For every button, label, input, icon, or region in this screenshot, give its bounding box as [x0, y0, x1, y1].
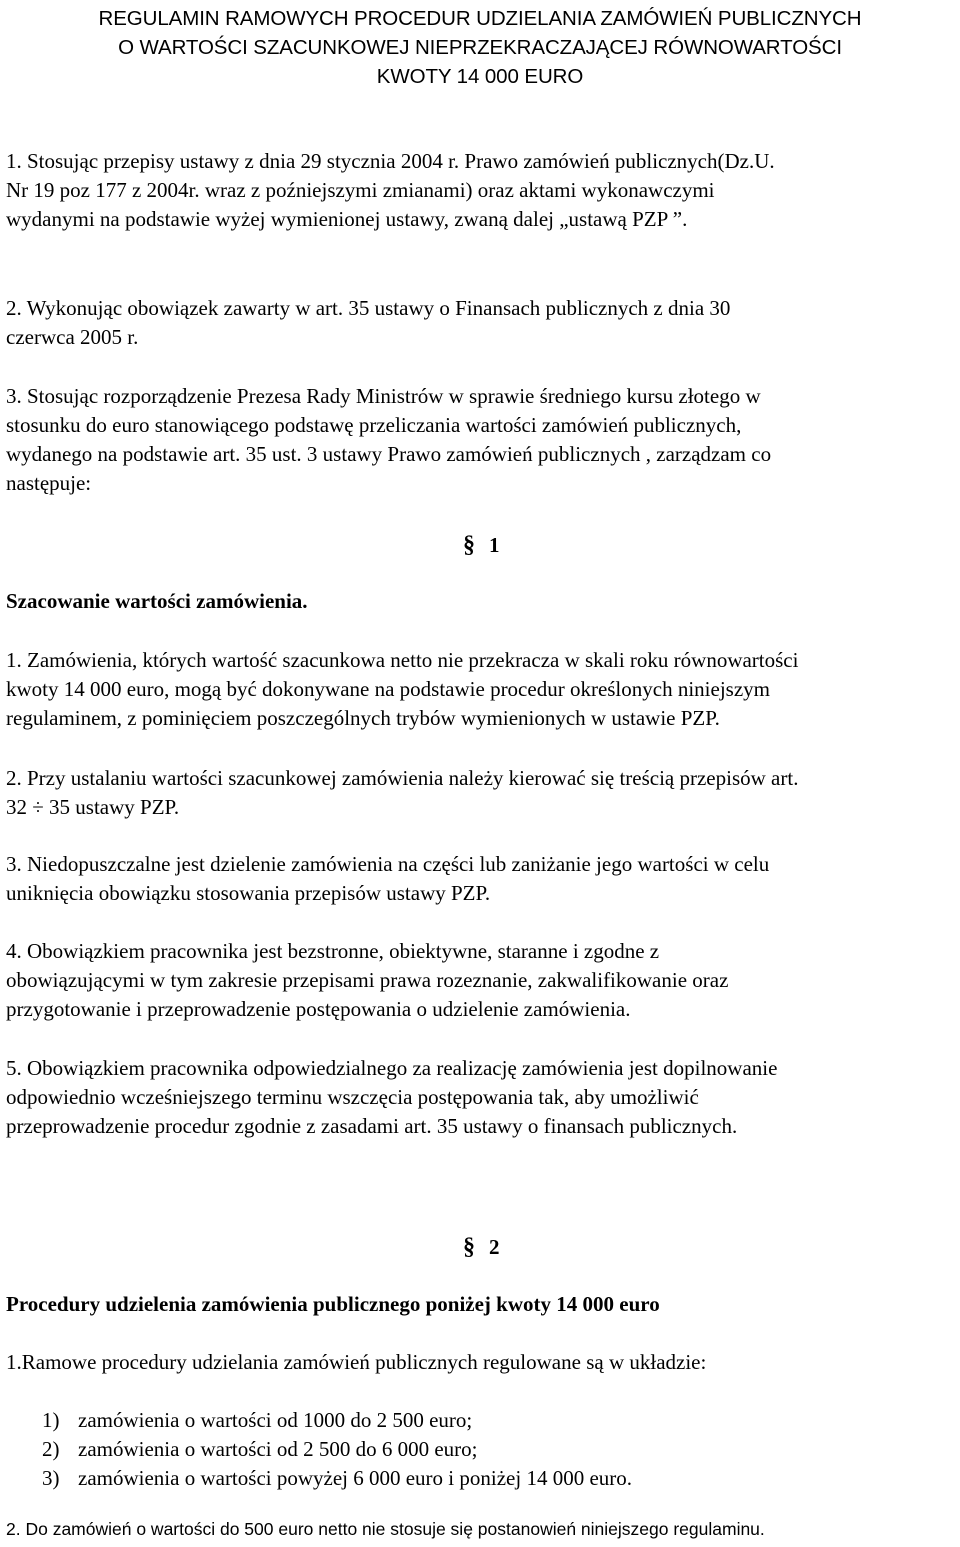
text-line: czerwca 2005 r. — [6, 325, 139, 349]
list-item — [42, 1464, 632, 1493]
list-item-number: 1) — [42, 1408, 60, 1432]
procedure-list — [42, 1406, 632, 1493]
text-line: 32 ÷ 35 ustawy PZP. — [6, 795, 180, 819]
text-line: regulaminem, z pominięciem poszczególnych trybów wymienionych w ustawie PZP. — [6, 706, 720, 730]
text-line: 1. Stosując przepisy ustawy z dnia 29 stycznia 2004 r. Prawo zamówień publicznych(Dz.U. — [6, 149, 775, 173]
section-2-marker — [463, 1233, 500, 1262]
section-2-point-2: 2. Do zamówień o wartości do 500 euro netto nie stosuje się postanowień niniejszego regulaminu. — [6, 1519, 765, 1539]
intro-paragraph-2 — [6, 294, 954, 352]
paragraph-sign-icon: § — [463, 532, 475, 558]
section-1-paragraph-1 — [6, 646, 954, 733]
section-2-intro — [6, 1348, 954, 1377]
text-line: 3. Niedopuszczalne jest dzielenie zamówienia na części lub zaniżanie jego wartości w celu — [6, 852, 770, 876]
section-number: 1 — [489, 533, 500, 557]
intro-paragraph-3 — [6, 382, 954, 498]
section-2-heading: Procedury udzielenia zamówienia publicznego poniżej kwoty 14 000 euro — [6, 1292, 660, 1316]
title-line: O WARTOŚCI SZACUNKOWEJ NIEPRZEKRACZAJĄCEJ RÓWNOWARTOŚCI — [118, 36, 842, 59]
section-1-paragraph-5 — [6, 1054, 954, 1141]
list-item-text: zamówienia o wartości od 1000 do 2 500 euro; — [78, 1408, 473, 1432]
list-item-text: zamówienia o wartości powyżej 6 000 euro i poniżej 14 000 euro. — [78, 1466, 633, 1490]
text-line: obowiązującymi w tym zakresie przepisami prawa rozeznanie, zakwalifikowanie oraz — [6, 968, 729, 992]
text-line: Nr 19 poz 177 z 2004r. wraz z poźniejszymi zmianami) oraz aktami wykonawczymi — [6, 178, 715, 202]
section-1-heading: Szacowanie wartości zamówienia. — [6, 589, 308, 613]
text-line: odpowiednio wcześniejszego terminu wszczęcia postępowania tak, aby umożliwić — [6, 1085, 699, 1109]
section-1-paragraph-4 — [6, 937, 954, 1024]
text-line: 5. Obowiązkiem pracownika odpowiedzialnego za realizację zamówienia jest dopilnowanie — [6, 1056, 778, 1080]
list-item — [42, 1406, 632, 1435]
text-line: 4. Obowiązkiem pracownika jest bezstronne, obiektywne, staranne i zgodne z — [6, 939, 660, 963]
text-line: 1. Zamówienia, których wartość szacunkowa netto nie przekracza w skali roku równowartości — [6, 648, 799, 672]
text-line: wydanego na podstawie art. 35 ust. 3 ustawy Prawo zamówień publicznych , zarządzam co — [6, 442, 772, 466]
text-line: 2. Wykonując obowiązek zawarty w art. 35 ustawy o Finansach publicznych z dnia 30 — [6, 296, 731, 320]
list-item-text: zamówienia o wartości od 2 500 do 6 000 euro; — [78, 1437, 478, 1461]
section-number: 2 — [489, 1235, 500, 1259]
section-1-marker — [463, 531, 500, 560]
text-line: przygotowanie i przeprowadzenie postępowania o udzielenie zamówienia. — [6, 997, 631, 1021]
text-line: stosunku do euro stanowiącego podstawę przeliczania wartości zamówień publicznych, — [6, 413, 742, 437]
intro-paragraph-1 — [6, 147, 954, 234]
document-title — [6, 4, 954, 91]
text-line: wydanymi na podstawie wyżej wymienionej ustawy, zwaną dalej „ustawą PZP ”. — [6, 207, 688, 231]
text-line: kwoty 14 000 euro, mogą być dokonywane na podstawie procedur określonych niniejszym — [6, 677, 770, 701]
title-line: REGULAMIN RAMOWYCH PROCEDUR UDZIELANIA ZAMÓWIEŃ PUBLICZNYCH — [98, 7, 862, 30]
text-line: 2. Przy ustalaniu wartości szacunkowej zamówienia należy kierować się treścią przepisów art. — [6, 766, 799, 790]
list-item-number: 3) — [42, 1466, 60, 1490]
section-1-paragraph-3 — [6, 850, 954, 908]
list-item-number: 2) — [42, 1437, 60, 1461]
text-line: 3. Stosując rozporządzenie Prezesa Rady Ministrów w sprawie średniego kursu złotego w — [6, 384, 761, 408]
paragraph-sign-icon: § — [463, 1234, 475, 1260]
list-item — [42, 1435, 632, 1464]
section-1-paragraph-2 — [6, 764, 954, 822]
text-line: przeprowadzenie procedur zgodnie z zasadami art. 35 ustawy o finansach publicznych. — [6, 1114, 738, 1138]
text-line: uniknięcia obowiązku stosowania przepisów ustawy PZP. — [6, 881, 491, 905]
text-line: 1.Ramowe procedury udzielania zamówień publicznych regulowane są w układzie: — [6, 1350, 707, 1374]
title-line: KWOTY 14 000 EURO — [376, 65, 584, 88]
text-line: następuje: — [6, 471, 92, 495]
